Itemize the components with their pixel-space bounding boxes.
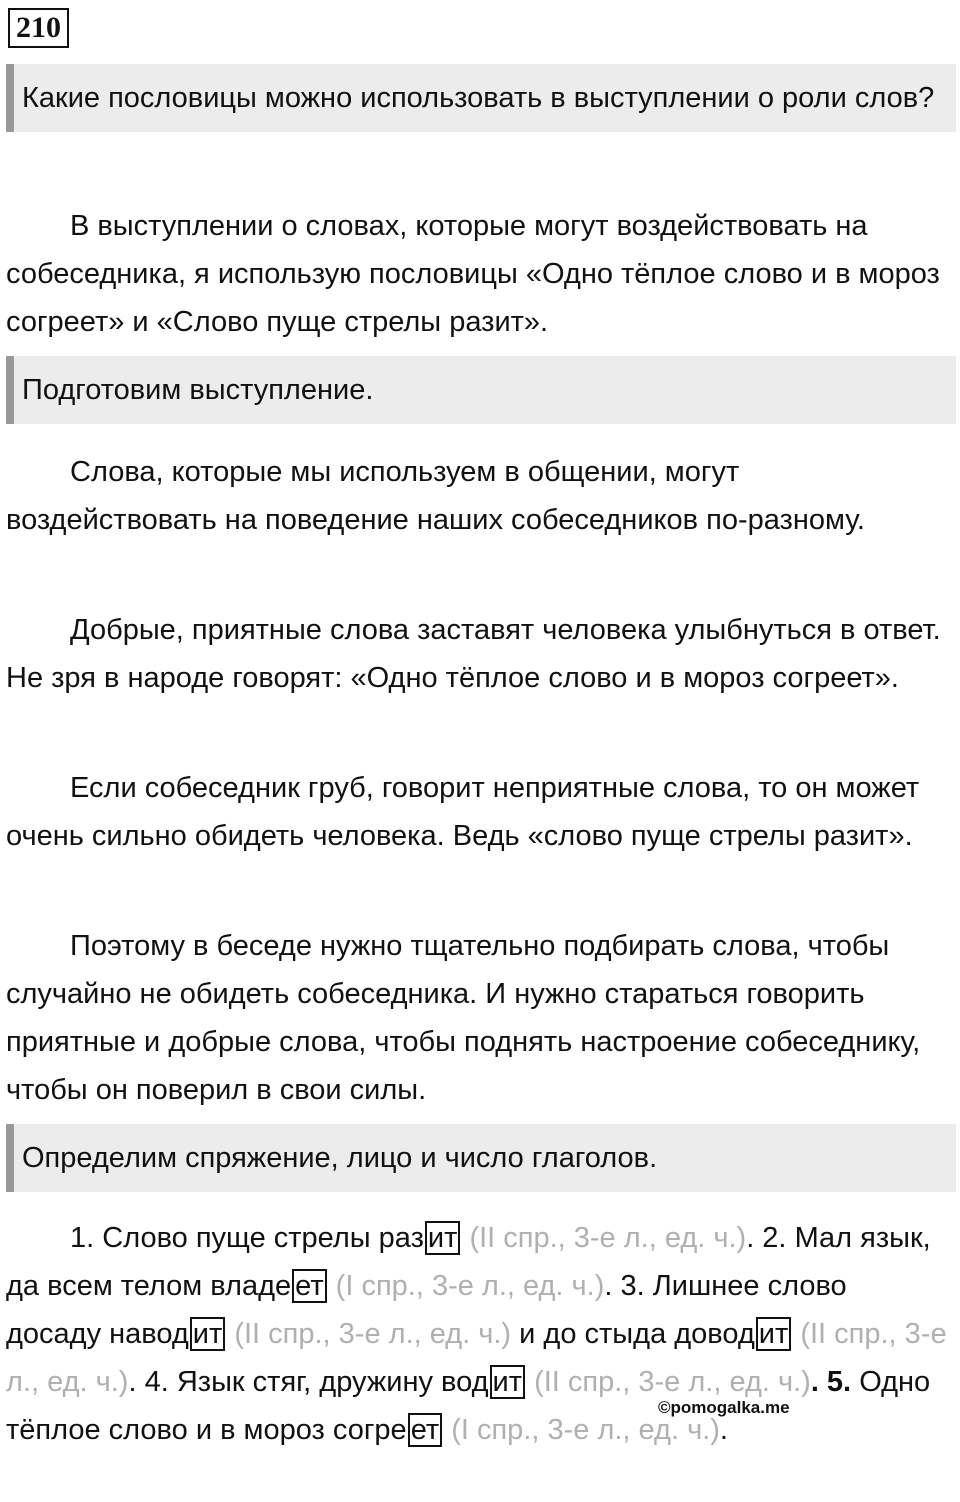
proverb-number: . 4. (128, 1366, 169, 1398)
speech-paragraph-3 (6, 764, 948, 860)
speech-paragraph-2 (6, 606, 948, 702)
proverb-text: и до стыда довод (519, 1318, 755, 1350)
grammar-note: (II спр., 3-е л., ед. ч.) (234, 1318, 512, 1350)
proverb-text: Одно тёплое слово и в мороз согре (6, 1366, 931, 1446)
task-question-1: Какие пословицы можно использовать в выступлении о роли слов? (6, 64, 956, 132)
verb-ending-box: ит (490, 1365, 525, 1399)
grammar-note: (I спр., 3-е л., ед. ч.) (451, 1414, 720, 1446)
watermark: ©pomogalka.me (658, 1398, 790, 1417)
grammar-note: (II спр., 3-е л., ед. ч.) (6, 1318, 947, 1398)
final-period: . (719, 1414, 728, 1446)
proverb-text: Мал язык, да всем телом владе (6, 1222, 931, 1302)
speech-text: Если собеседник груб, говорит неприятные слова, то он может очень сильно обидеть человека. Ведь «слово пуще стрелы разит». (6, 772, 920, 852)
verb-ending-box: ет (292, 1269, 326, 1303)
proverb-text: Лишнее слово досаду навод (6, 1270, 847, 1350)
proverb-text: Язык стяг, дружину вод (176, 1366, 489, 1398)
verb-ending-box: ит (425, 1221, 460, 1255)
verb-ending-box: ит (756, 1317, 791, 1351)
speech-paragraph-1 (6, 448, 948, 544)
speech-paragraph-4 (6, 922, 948, 1114)
answer-paragraph-1 (6, 202, 948, 346)
grammar-note: (II спр., 3-е л., ед. ч.) (469, 1222, 747, 1254)
grammar-note: (II спр., 3-е л., ед. ч.) (534, 1366, 811, 1398)
speech-text: Слова, которые мы используем в общении, могут воздействовать на поведение наших собеседников по-разному. (6, 456, 865, 536)
speech-text: Добрые, приятные слова заставят человека улыбнуться в ответ. Не зря в народе говорят: «Одно тёплое слово и в мороз согреет». (6, 614, 941, 694)
proverb-text: Слово пуще стрелы раз (102, 1222, 424, 1254)
grammar-note: (I спр., 3-е л., ед. ч.) (335, 1270, 605, 1302)
speech-text: Поэтому в беседе нужно тщательно подбирать слова, чтобы случайно не обидеть собеседника. И нужно стараться говорить приятные и добрые слова, чтобы поднять настроение собеседнику, чтобы он поверил в свои силы. (6, 930, 921, 1106)
proverbs-paragraph (6, 1214, 948, 1454)
answer-text: В выступлении о словах, которые могут воздействовать на собеседника, я использую пословицы «Одно тёплое слово и в мороз согреет» и «Слово пуще стрелы разит». (6, 210, 940, 338)
proverb-number: . 5. (810, 1366, 852, 1398)
task-question-2: Подготовим выступление. (6, 356, 956, 424)
verb-ending-box: ет (408, 1413, 442, 1447)
proverb-number: . 3. (604, 1270, 645, 1302)
task-question-3: Определим спряжение, лицо и число глаголов. (6, 1124, 956, 1192)
proverb-number: . 2. (746, 1222, 787, 1254)
verb-ending-box: ит (190, 1317, 225, 1351)
exercise-number: 210 (8, 8, 69, 48)
proverb-number: 1. (70, 1222, 95, 1254)
